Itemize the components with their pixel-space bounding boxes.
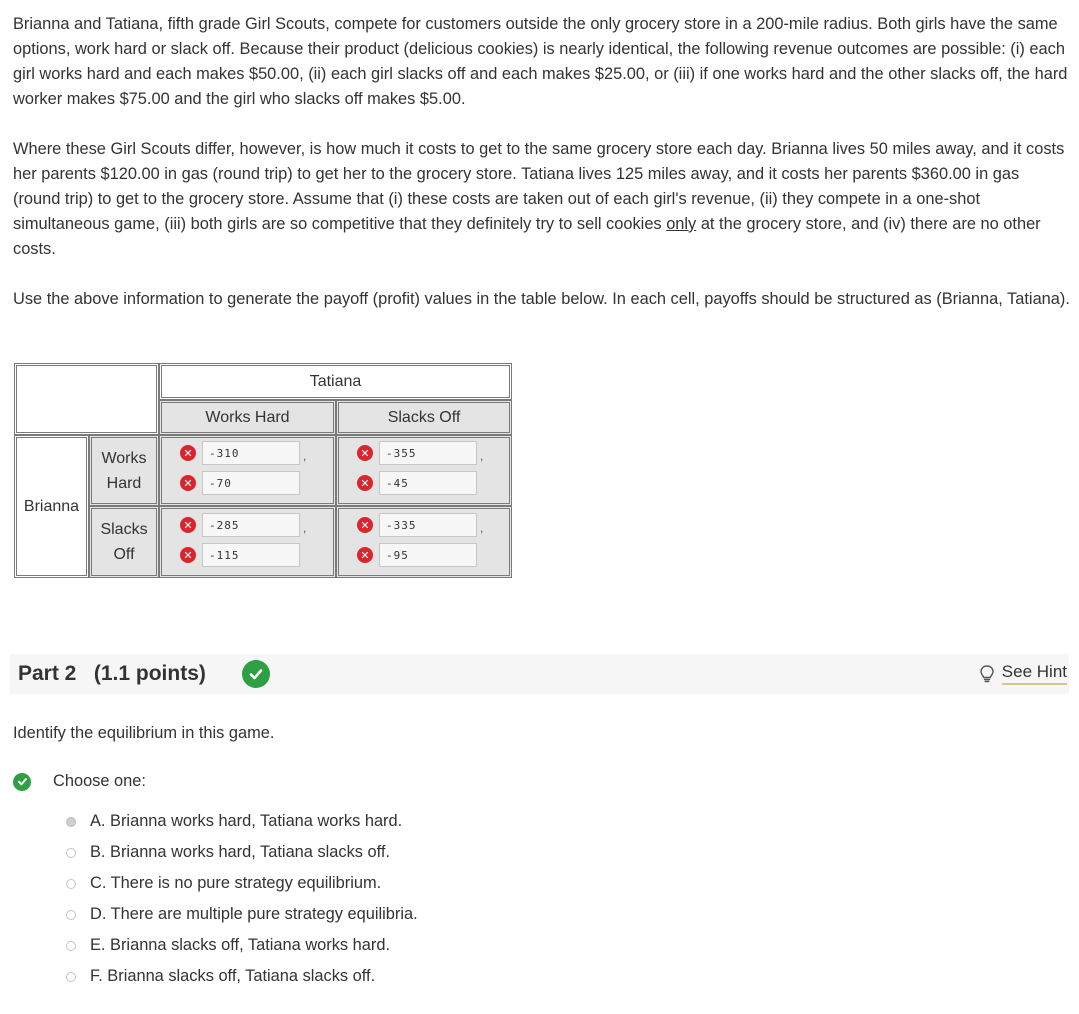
part-2-header — [10, 654, 1069, 694]
column-slacks-off-header: Slacks Off — [336, 400, 512, 435]
row-slacks-off-header: Slacks Off — [89, 506, 159, 578]
choose-one-row — [13, 772, 146, 791]
payoff-separator: , — [303, 521, 307, 535]
row-player-header: Brianna — [14, 435, 89, 578]
column-player-header: Tatiana — [159, 363, 512, 400]
payoff-tatiana-so-so — [357, 543, 477, 567]
radio-button[interactable] — [66, 879, 76, 889]
payoff-input[interactable]: -70 — [202, 471, 300, 495]
payoff-tatiana-wh-so — [357, 471, 477, 495]
question-text: Identify the equilibrium in this game. — [13, 724, 275, 742]
option-label: C. There is no pure strategy equilibrium. — [90, 874, 382, 892]
payoff-brianna-wh-wh — [180, 441, 306, 465]
payoff-brianna-wh-so — [357, 441, 483, 465]
table-corner — [14, 363, 159, 435]
option-b[interactable] — [66, 837, 418, 868]
option-d[interactable] — [66, 899, 418, 930]
radio-button[interactable] — [66, 941, 76, 951]
incorrect-icon: ✕ — [357, 445, 373, 461]
problem-paragraph-2 — [13, 137, 1071, 262]
row-works-hard-header: Works Hard — [89, 435, 159, 506]
payoff-input[interactable]: -335 — [379, 513, 477, 537]
correct-check-icon — [13, 773, 31, 791]
payoff-separator: , — [480, 521, 484, 535]
incorrect-icon: ✕ — [180, 547, 196, 563]
p2-underlined-word: only — [666, 215, 697, 233]
payoff-input[interactable]: -310 — [202, 441, 300, 465]
radio-button[interactable] — [66, 817, 76, 827]
see-hint-link[interactable] — [978, 662, 1067, 685]
incorrect-icon: ✕ — [357, 547, 373, 563]
p2-text-after: at the grocery store, and (iv) there are no other costs. — [13, 215, 1041, 258]
p2-text-before: Where these Girl Scouts differ, however, is how much it costs to get to the same grocery store each day. Brianna lives 50 miles away, and it costs her parents $120.00 in gas (round trip) to get her to the grocery store. Tatiana lives 125 miles away, and it costs her parents $360.00 in gas (round trip) to get to the grocery store. Assume that (i) these costs are taken out of each girl's revenue, (ii) they compete in a one-shot simultaneous game, (iii) both girls are so competitive that they definitely try to sell cookies — [13, 140, 1065, 233]
see-hint-label[interactable]: See Hint — [1002, 662, 1067, 685]
column-works-hard-header: Works Hard — [159, 400, 336, 435]
payoff-input[interactable]: -285 — [202, 513, 300, 537]
payoff-separator: , — [303, 449, 307, 463]
incorrect-icon: ✕ — [180, 517, 196, 533]
payoff-tatiana-so-wh — [180, 543, 300, 567]
problem-paragraph-3: Use the above information to generate the payoff (profit) values in the table below. In each cell, payoffs should be structured as (Brianna, Tatiana). — [13, 290, 1070, 308]
radio-button[interactable] — [66, 848, 76, 858]
payoff-brianna-so-wh — [180, 513, 306, 537]
problem-paragraph-1: Brianna and Tatiana, fifth grade Girl Scouts, compete for customers outside the only grocery store in a 200-mile radius. Both girls have the same options, work hard or slack off. Because their product (delicious cookies) is nearly identical, the following revenue outcomes are possible: (i) each girl works hard and each makes $50.00, (ii) each girl slacks off and each makes $25.00, or (iii) if one works hard and the other slacks off, the hard worker makes $75.00 and the girl who slacks off makes $5.00. — [13, 15, 1068, 108]
option-c[interactable] — [66, 868, 418, 899]
payoff-brianna-so-so — [357, 513, 483, 537]
radio-button[interactable] — [66, 972, 76, 982]
option-label: A. Brianna works hard, Tatiana works hard. — [90, 812, 403, 830]
option-label: B. Brianna works hard, Tatiana slacks off. — [90, 843, 391, 861]
incorrect-icon: ✕ — [180, 475, 196, 491]
choose-one-label: Choose one: — [53, 772, 146, 790]
payoff-tatiana-wh-wh — [180, 471, 300, 495]
payoff-input[interactable]: -115 — [202, 543, 300, 567]
incorrect-icon: ✕ — [357, 517, 373, 533]
payoff-input[interactable]: -45 — [379, 471, 477, 495]
payoff-input[interactable]: -95 — [379, 543, 477, 567]
incorrect-icon: ✕ — [357, 475, 373, 491]
option-a[interactable] — [66, 806, 418, 837]
payoff-separator: , — [480, 449, 484, 463]
option-label: D. There are multiple pure strategy equilibria. — [90, 905, 418, 923]
incorrect-icon: ✕ — [180, 445, 196, 461]
payoff-table — [14, 363, 512, 578]
option-f[interactable] — [66, 961, 418, 992]
radio-button[interactable] — [66, 910, 76, 920]
answer-options — [66, 806, 418, 992]
option-e[interactable] — [66, 930, 418, 961]
lightbulb-icon — [978, 664, 996, 684]
payoff-input[interactable]: -355 — [379, 441, 477, 465]
correct-check-icon — [242, 660, 270, 688]
part-title: Part 2 (1.1 points) — [18, 662, 206, 685]
option-label: F. Brianna slacks off, Tatiana slacks off. — [90, 967, 376, 985]
option-label: E. Brianna slacks off, Tatiana works hard. — [90, 936, 391, 954]
